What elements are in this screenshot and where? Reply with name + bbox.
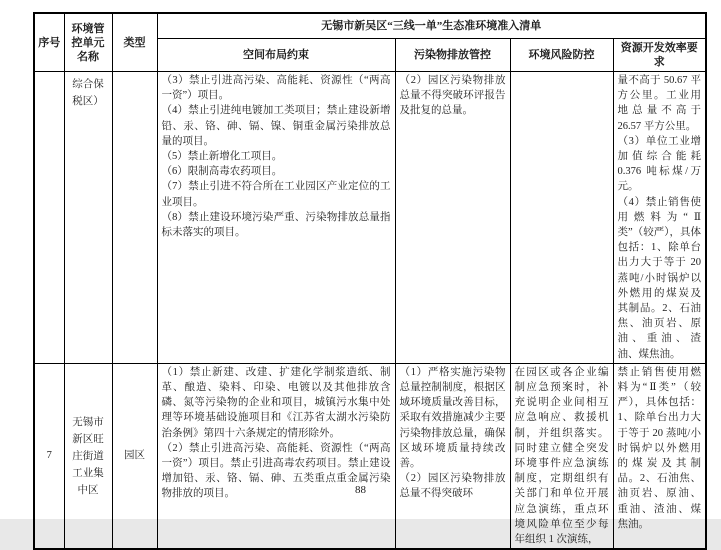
cell-resource-efficiency: [613, 363, 706, 549]
cell-paragraph: （8）禁止建设环境污染严重、污染物排放总量指标未落实的项目。: [161, 211, 391, 239]
cell-unit-name: 综合保税区）: [64, 72, 112, 364]
cell-paragraph: （1）禁止新建、改建、扩建化学制浆造纸、制革、酿造、染料、印染、电镀以及其他排放含磷、氮等污染物的企业和项目，城镇污水集中处理等环境基础设施项目和《江苏省太湖水污染防治条例》第四十六条规定的情形除外。: [161, 366, 391, 439]
header-risk-prevention: 环境风险防控: [510, 39, 613, 72]
cell-paragraph: （2）禁止引进高污染、高能耗、资源性（“两高一资”）项目。禁止引进高毒农药项目。禁止建设增加铅、汞、铬、镉、砷、五类重点重金属污染物排放的项目。: [161, 442, 391, 500]
cell-paragraph: （7）禁止引进不符合所在工业园区产业定位的工业项目。: [161, 181, 391, 208]
cell-space-constraints: [157, 363, 395, 549]
cell-paragraph: （2）园区污染物排放总量不得突破环: [399, 473, 506, 500]
table-row: [34, 72, 706, 364]
cell-risk-prevention: [510, 363, 613, 549]
cell-paragraph: 在园区或各企业编制应急预案时，补充说明企业间相互应急响应、救援机制，并组织落实。同时建立健全突发环境事件应急演练制度，定期组织有关部门和单位开展应急演练，重点环境风险单位至少每年组织 1 次演练，: [514, 366, 609, 546]
header-type: 类型: [112, 13, 157, 72]
cell-paragraph: （5）禁止新增化工项目。: [161, 151, 283, 163]
page-number: 88: [355, 484, 366, 496]
cell-space-constraints: [157, 72, 395, 364]
header-row-banner: [34, 13, 706, 39]
access-list-table: [33, 12, 707, 550]
header-serial: 序号: [34, 13, 64, 72]
cell-paragraph: （3）禁止引进高污染、高能耗、资源性（“两高一资”）项目。: [161, 75, 391, 102]
cell-paragraph: 禁止销售使用燃料为“Ⅱ类”（较严），具体包括：1、除单台出力大于等于 20 蒸吨/小时锅炉以外燃用的煤炭及其制品。2、石油焦、油页岩、原油、重油、渣油、煤焦油。: [617, 366, 701, 530]
cell-serial: [34, 72, 64, 364]
header-space-constraints: 空间布局约束: [157, 39, 395, 72]
header-resource-efficiency: 资源开发效率要求: [613, 39, 706, 72]
cell-paragraph: （4）禁止销售使用燃料为“Ⅱ类”（较严），具体包括：1、除单台出力大于等于 20 蒸吨/小时锅炉以外燃用的煤炭及其制品。2、石油焦、油页岩、原油、重油、渣油、煤焦油。: [617, 196, 701, 360]
cell-type: 园区: [112, 363, 157, 549]
cell-resource-efficiency: [613, 72, 706, 364]
cell-type: [112, 72, 157, 364]
cell-unit-name: 无锡市新区旺庄街道工业集中区: [64, 363, 112, 549]
cell-paragraph: （6）限制高毒农药项目。: [161, 166, 283, 178]
banner-title: 无锡市新吴区“三线一单”生态准环境准入清单: [157, 13, 706, 39]
cell-paragraph: （1）严格实施污染物总量控制制度，根据区域环境质量改善目标，采取有效措施减少主要污染物排放总量，确保区域环境质量持续改善。: [399, 366, 506, 470]
cell-pollutant-control: [395, 72, 510, 364]
cell-risk-prevention: [510, 72, 613, 364]
cell-pollutant-control: [395, 363, 510, 549]
cell-paragraph: （2）园区污染物排放总量不得突破环评报告及批复的总量。: [399, 75, 506, 117]
header-pollutant-control: 污染物排放管控: [395, 39, 510, 72]
cell-paragraph: 量不高于 50.67 平方公里。工业用地总量不高于 26.57 平方公里。: [617, 75, 701, 132]
cell-paragraph: （3）单位工业增加值综合能耗 0.376 吨标煤/万元。: [617, 135, 701, 193]
cell-paragraph: （4）禁止引进纯电镀加工类项目；禁止建设新增铅、汞、铬、砷、镉、镍、铜重金属污染排放总量的项目。: [161, 105, 391, 147]
cell-serial: 7: [34, 363, 64, 549]
table-row: [34, 363, 706, 549]
header-unit-name: 环境管控单元名称: [64, 13, 112, 72]
